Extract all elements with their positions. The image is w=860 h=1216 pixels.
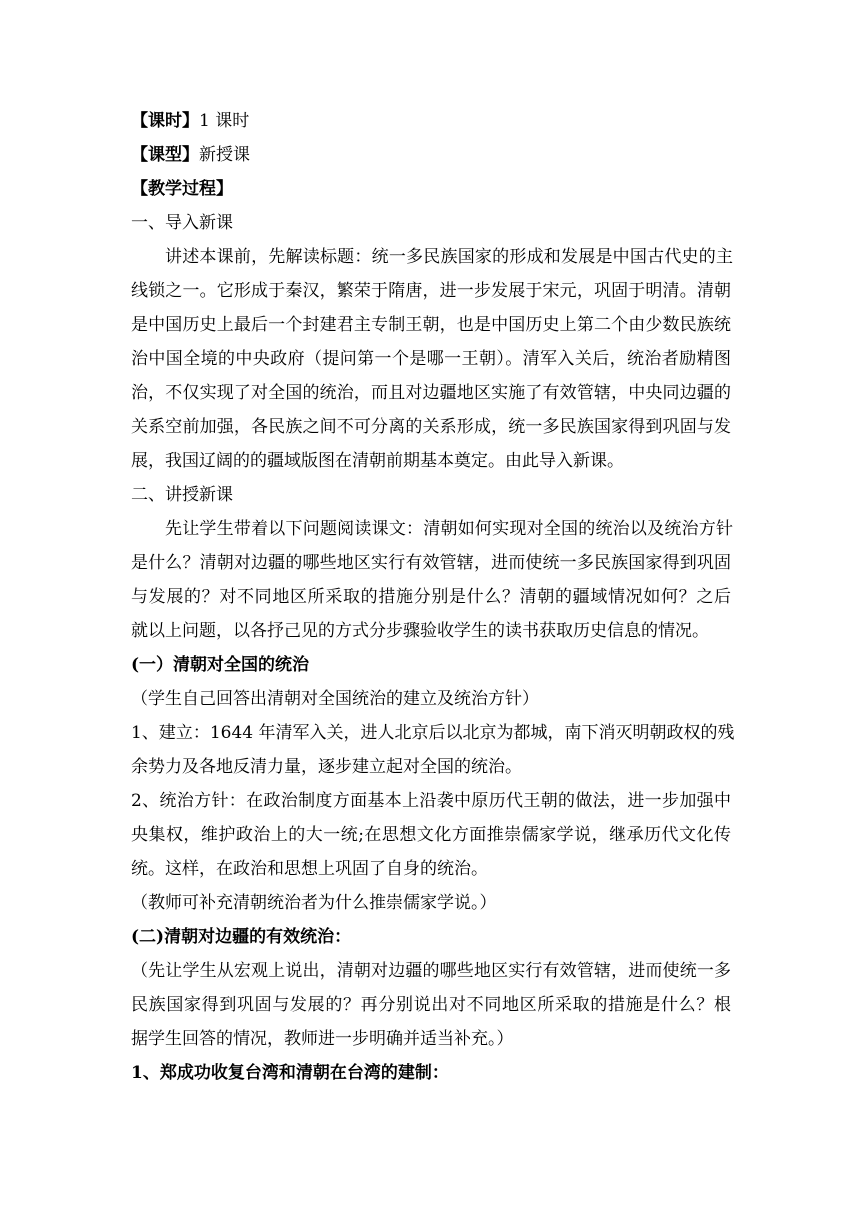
paragraph-intro-line: 是中国历史上最后一个封建君主专制王朝，也是中国历史上第二个由少数民族统 [131, 315, 731, 335]
taiwan-subheading: 1、郑成功收复台湾和清朝在台湾的建制： [131, 1063, 449, 1083]
paragraph-intro-line: 治中国全境的中央政府（提问第一个是哪一王朝）。清军入关后，统治者励精图 [131, 349, 731, 369]
governance-policy-line: 2、统治方针：在政治制度方面基本上沿袭中原历代王朝的做法，进一步加强中 [131, 791, 731, 811]
teaching-process-heading: 【教学过程】 [131, 179, 233, 199]
establishment-line: 1、建立：1644 年清军入关，进人北京后以北京为都城，南下消灭明朝政权的残 [131, 723, 735, 743]
teacher-supplement-note: （教师可补充清朝统治者为什么推崇儒家学说。） [131, 893, 497, 913]
paragraph-intro-line: 讲述本课前，先解读标题：统一多民族国家的形成和发展是中国古代史的主 [165, 247, 733, 267]
subsection-one-heading: (一）清朝对全国的统治 [131, 655, 310, 675]
subsection-two-heading: (二)清朝对边疆的有效统治： [131, 927, 352, 947]
governance-policy-line: 统。这样，在政治和思想上巩固了自身的统治。 [131, 859, 488, 879]
lesson-hours-value: 1 课时 [199, 111, 250, 131]
subsection-two-note-line: 据学生回答的情况，教师进一步明确并适当补充。） [131, 1029, 514, 1049]
paragraph-intro-line: 展，我国辽阔的的疆域版图在清朝前期基本奠定。由此导入新课。 [131, 451, 624, 471]
lesson-type-label: 【课型】 [131, 145, 199, 165]
establishment-line: 余势力及各地反清力量，逐步建立起对全国的统治。 [131, 757, 522, 777]
paragraph-questions-line: 就以上问题，以各抒己见的方式分步骤验收学生的读书获取历史信息的情况。 [131, 621, 709, 641]
section-one-heading: 一、导入新课 [131, 213, 233, 233]
subsection-two-note-line: 民族国家得到巩固与发展的？再分别说出对不同地区所采取的措施是什么？根 [131, 995, 731, 1015]
paragraph-questions-line: 先让学生带着以下问题阅读课文：清朝如何实现对全国的统治以及统治方针 [165, 519, 733, 539]
lesson-type-line [131, 146, 731, 164]
paragraph-intro-line: 线锁之一。它形成于秦汉，繁荣于隋唐，进一步发展于宋元，巩固于明清。清朝 [131, 281, 731, 301]
lesson-hours-line [131, 112, 731, 130]
governance-policy-line: 央集权，维护政治上的大一统;在思想文化方面推崇儒家学说，继承历代文化传 [131, 825, 731, 845]
subsection-one-note: （学生自己回答出清朝对全国统治的建立及统治方针） [131, 689, 539, 709]
lesson-hours-label: 【课时】 [131, 111, 199, 131]
subsection-two-note-line: （先让学生从宏观上说出，清朝对边疆的哪些地区实行有效管辖，进而使统一多 [131, 961, 731, 981]
paragraph-questions-line: 与发展的？对不同地区所采取的措施分别是什么？清朝的疆域情况如何？之后 [131, 587, 731, 607]
paragraph-intro-line: 关系空前加强，各民族之间不可分离的关系形成，统一多民族国家得到巩固与发 [131, 417, 731, 437]
paragraph-intro-line: 治，不仅实现了对全国的统治，而且对边疆地区实施了有效管辖，中央同边疆的 [131, 383, 731, 403]
section-two-heading: 二、讲授新课 [131, 485, 233, 505]
lesson-type-value: 新授课 [199, 145, 250, 165]
paragraph-questions-line: 是什么？清朝对边疆的哪些地区实行有效管辖，进而使统一多民族国家得到巩固 [131, 553, 731, 573]
